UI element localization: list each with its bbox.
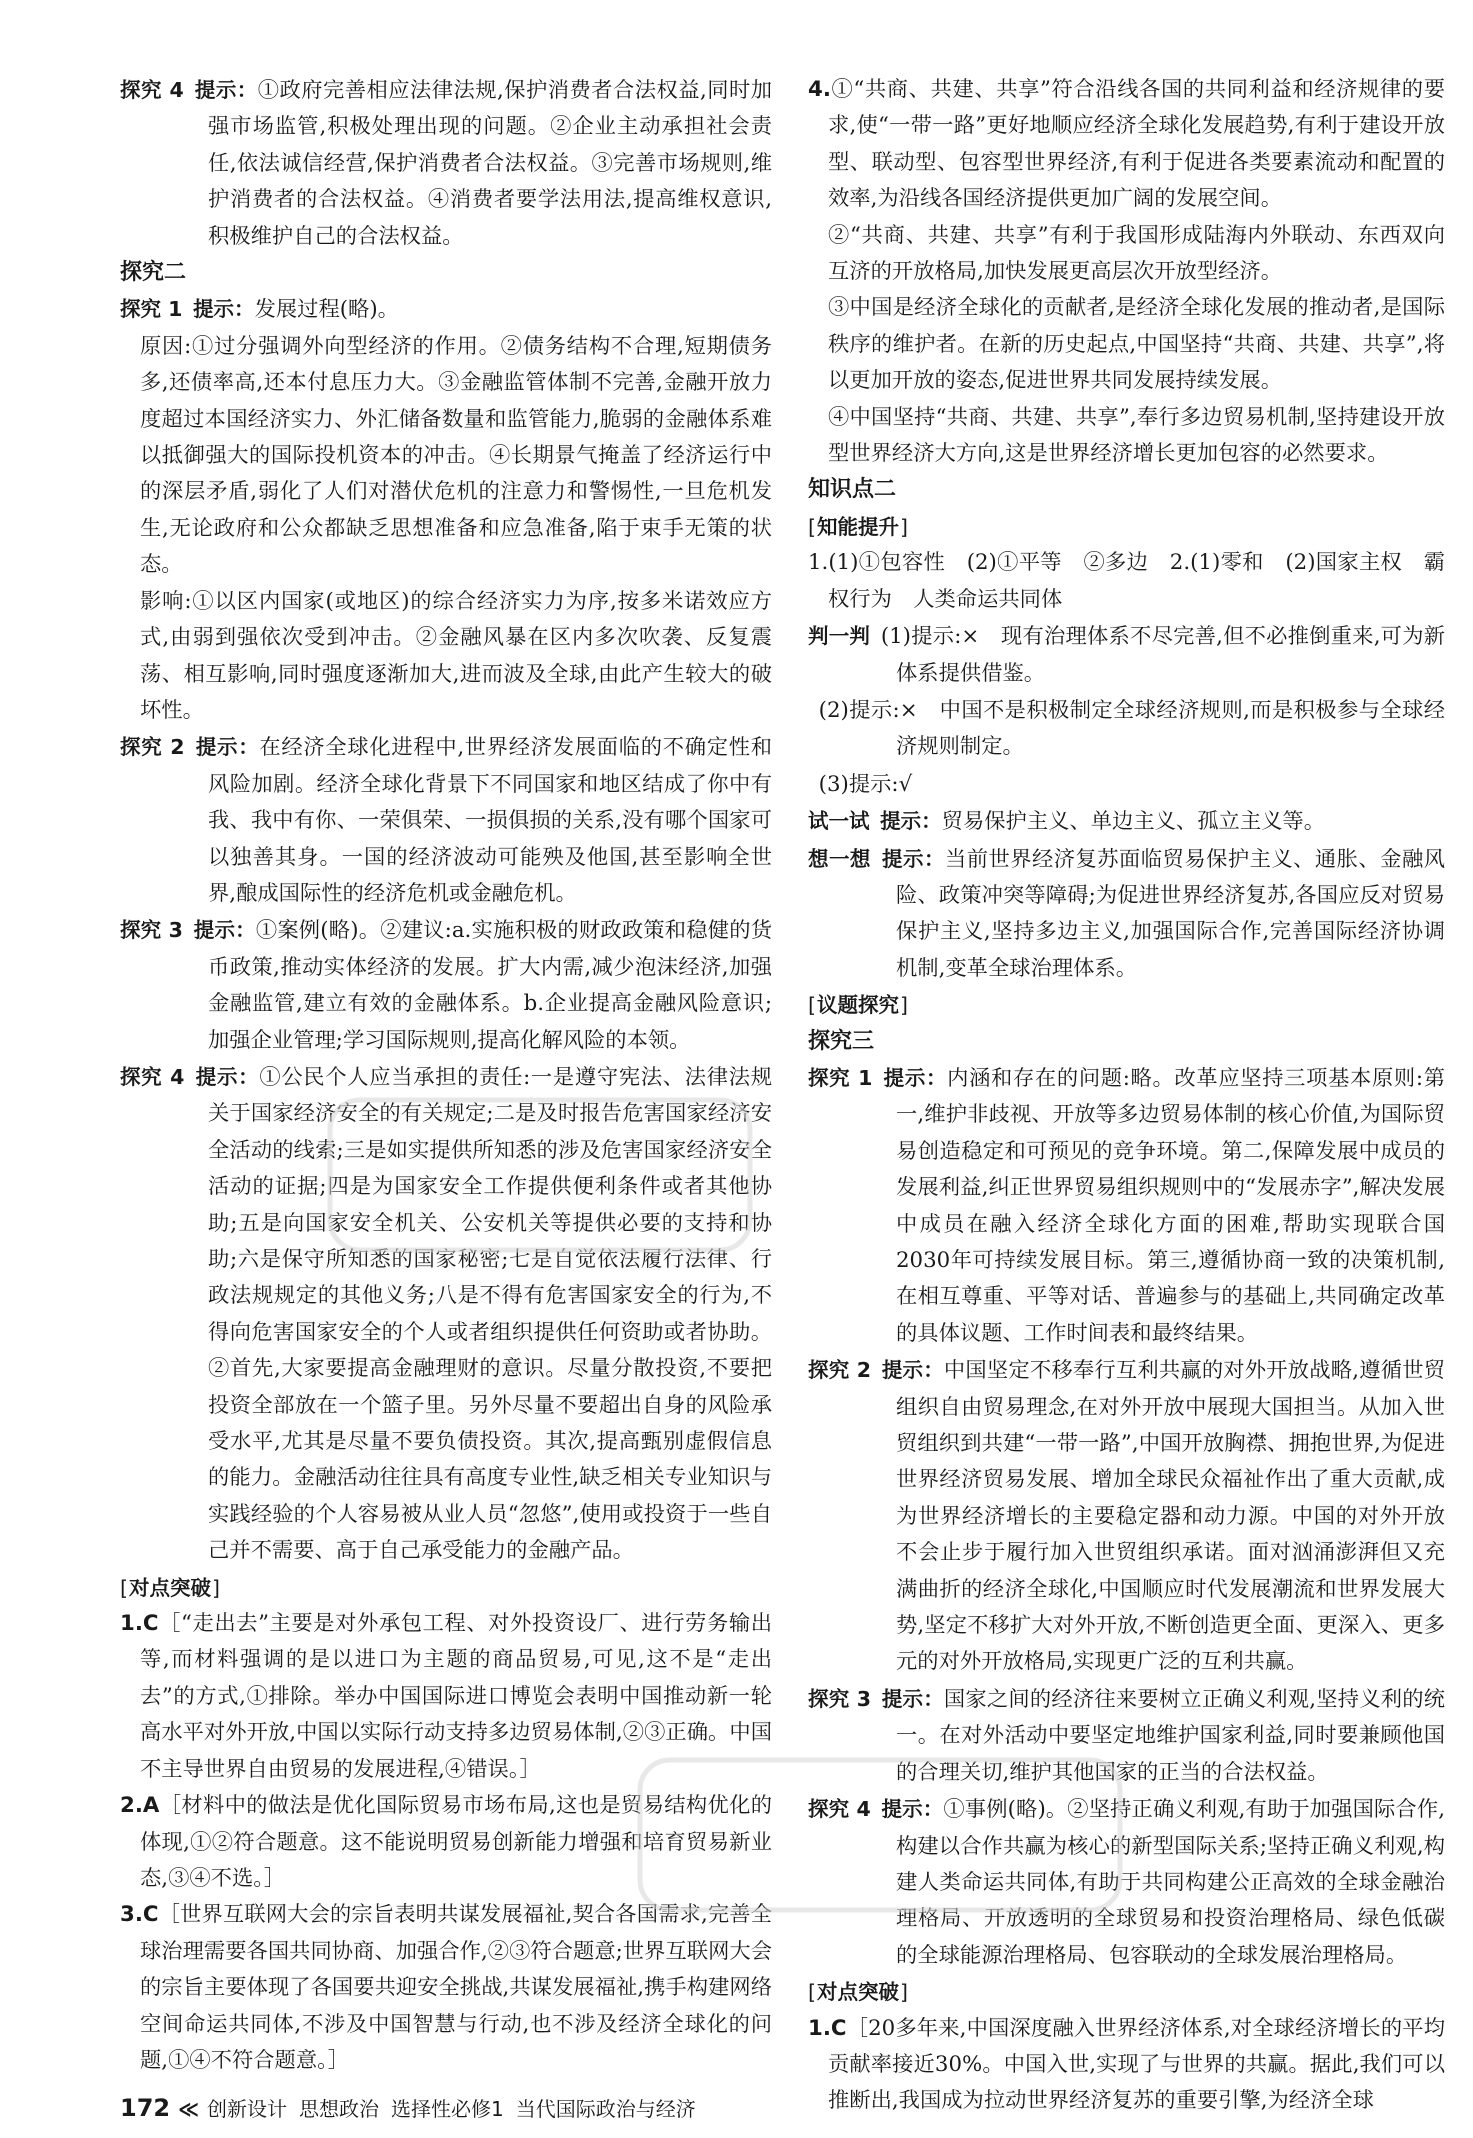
- entry-text: ［20多年来,中国深度融入世界经济体系,对全球经济增长的平均贡献率接近30%。中国入世,实现了与世界的共赢。据此,我们可以推断出,我国成为拉动世界经济复苏的重要引擎,为经济全球: [828, 2015, 1445, 2114]
- bracket-heading: [ 知能提升 ]: [808, 509, 1445, 545]
- entry-text: ［材料中的做法是优化国际贸易市场布局,这也是贸易结构优化的体现,①②符合题意。这不能说明贸易创新能力增强和培育贸易新业态,③④不选。］: [140, 1793, 772, 1891]
- answer-number: 2.A: [120, 1793, 160, 1819]
- page-number: 172: [120, 2094, 171, 2122]
- entry-text: 原因:①过分强调外向型经济的作用。②债务结构不合理,短期债务多,还债率高,还本付息压力大。③金融监管体制不完善,金融开放力度超过本国经济实力、外汇储备数量和监管能力,脆弱的金融体系难以抵御强大的国际投机资本的冲击。④长期景气掩盖了经济运行中的深层矛盾,弱化了人们对潜伏危机的注意力和警惕性,一旦危机发生,无论政府和公众都缺乏思想准备和应急准备,陷于束手无策的状态。: [140, 333, 772, 578]
- entry-text: (3)提示:√: [818, 771, 913, 797]
- bracket-heading: [ 议题探究 ]: [808, 987, 1445, 1023]
- footer-book: 创新设计: [207, 2097, 288, 2121]
- entry-text: ②“共商、共建、共享”有利于我国形成陆海内外联动、东西双向互济的开放格局,加快发展更高层次开放型经济。: [828, 222, 1445, 285]
- entry-text: 影响:①以区内国家(或地区)的综合经济实力为序,按多米诺效应方式,由弱到强依次受到冲击。②金融风暴在区内多次吹袭、反复震荡、相互影响,同时强度逐渐加大,进而波及全球,由此产生较大的破坏性。: [140, 588, 772, 723]
- bracket-heading: [ 对点突破 ]: [120, 1570, 772, 1606]
- entry-text: (1)提示:× 现有治理体系不尽完善,但不必推倒重来,可为新体系提供借鉴。: [880, 624, 1446, 686]
- answer-number: 1.C: [808, 2015, 847, 2041]
- entry-text: ④中国坚持“共商、共建、共享”,奉行多边贸易机制,坚持建设开放型世界经济大方向,这是世界经济增长更加包容的必然要求。: [828, 404, 1445, 467]
- entry-text: 在经济全球化进程中,世界经济发展面临的不确定性和风险加剧。经济全球化背景下不同国家和地区结成了你中有我、我中有你、一荣俱荣、一损俱损的关系,没有哪个国家可以独善其身。一国的经济波动可能殃及他国,甚至影响全世界,酿成国际性的经济危机或金融危机。: [208, 735, 772, 906]
- hint-keyword: 提示：: [881, 846, 945, 871]
- footer-title: 当代国际政治与经济: [515, 2097, 696, 2121]
- footer-subject: 思想政治: [299, 2097, 380, 2121]
- entry-label: 探究 2: [808, 1358, 871, 1383]
- entry-text: (2)提示:× 中国不是积极制定全球经济规则,而是积极参与全球经济规则制定。: [818, 697, 1445, 760]
- entry-label: 探究 1: [120, 297, 183, 322]
- entry-text: 内涵和存在的问题:略。改革应坚持三项基本原则:第一,维护非歧视、开放等多边贸易体制的核心价值,为国际贸易创造稳定和可预见的竞争环境。第二,保障发展中成员的发展利益,纠正世界贸易组织规则中的“发展赤字”,解决发展中成员在融入经济全球化方面的困难,帮助实现联合国2030年可持续发展目标。第三,遵循协商一致的决策机制,在相互尊重、平等对话、普遍参与的基础上,共同确定改革的具体议题、工作时间表和最终结果。: [896, 1065, 1445, 1346]
- hint-keyword: 提示：: [881, 1686, 944, 1711]
- entry-text: 中国坚定不移奉行互利共赢的对外开放战略,遵循世贸组织自由贸易理念,在对外开放中展现大国担当。从加入世贸组织到共建“一带一路”,中国开放胸襟、拥抱世界,为促进世界经济贸易发展、增加全球民众福祉作出了重大贡献,成为世界经济增长的主要稳定器和动力源。中国的对外开放不会止步于履行加入世贸组织承诺。面对汹涌澎湃但又充满曲折的经济全球化,中国顺应时代发展潮流和世界发展大势,坚定不移扩大对外开放,不断创造更全面、更深入、更多元的对外开放格局,实现更广泛的互利共赢。: [896, 1358, 1445, 1675]
- footer-volume: 选择性必修1: [391, 2097, 504, 2121]
- entry-text: ①案例(略)。②建议:a.实施积极的财政政策和稳健的货币政策,推动实体经济的发展。扩大内需,减少泡沫经济,加强金融监管,建立有效的金融体系。b.企业提高金融风险意识;加强企业管理;学习国际规则,提高化解风险的本领。: [208, 918, 773, 1053]
- text-entry: [120, 1788, 772, 1897]
- entry-label: 探究 4: [120, 78, 184, 102]
- entry-text: 1.(1)①包容性 (2)①平等 ②多边 2.(1)零和 (2)国家主权 霸权行为 人类命运共同体: [808, 550, 1445, 612]
- hint-keyword: 提示：: [195, 1064, 260, 1089]
- text-entry: [808, 766, 1445, 803]
- hint-keyword: 提示：: [193, 918, 256, 943]
- text-entry: [120, 1897, 772, 2079]
- text-entry: [120, 1606, 772, 1788]
- text-entry: [808, 72, 1445, 218]
- entry-text: 国家之间的经济往来要树立正确义利观,坚持义利的统一。在对外活动中要坚定地维护国家利益,同时要兼顾他国的合理关切,维护其他国家的正当的合法权益。: [896, 1686, 1445, 1785]
- text-entry: [808, 545, 1445, 618]
- entry-label: 判一判: [808, 624, 871, 649]
- section-heading: 知识点二: [808, 477, 897, 503]
- text-entry: [808, 692, 1445, 766]
- entry-text: ［世界互联网大会的宗旨表明共谋发展福祉,契合各国需求,完善全球治理需要各国共同协商、加强合作,②③符合题意;世界互联网大会的宗旨主要体现了各国要共迎安全挑战,共谋发展福祉,携手构建网络空间命运共同体,不涉及中国智慧与行动,也不涉及经济全球化的问题,①④不符合题意。］: [140, 1902, 772, 2073]
- entry-text: ①公民个人应当承担的责任:一是遵守宪法、法律法规关于国家经济安全的有关规定;二是及时报告危害国家经济安全活动的线索;三是如实提供所知悉的涉及危害国家经济安全活动的证据;四是为国家安全工作提供便利条件或者其他协助;五是向国家安全机关、公安机关等提供必要的支持和协助;六是保守所知悉的国家秘密;七是自觉依法履行法律、行政法规规定的其他义务;八是不得有危害国家安全的行为,不得向危害国家安全的个人或者组织提供任何资助或者协助。②首先,大家要提高金融理财的意识。尽量分散投资,不要把投资全部放在一个篮子里。另外尽量不要超出自身的风险承受水平,尤其是尽量不要负债投资。其次,提高甄别虚假信息的能力。金融活动往往具有高度专业性,缺乏相关专业知识与实践经验的个人容易被从业人员“忽悠”,使用或投资于一些自己并不需要、高于自己承受能力的金融产品。: [208, 1064, 773, 1564]
- page-footer: [120, 2093, 708, 2122]
- section-heading: 探究三: [808, 1028, 875, 1054]
- text-entry: [808, 618, 1445, 692]
- chevron-left-icon: ≪: [178, 2097, 200, 2121]
- entry-label: 探究 4: [808, 1797, 871, 1822]
- entry-text: ①“共商、共建、共享”符合沿线各国的共同利益和经济规律的要求,使“一带一路”更好地顺应经济全球化发展趋势,有利于建设开放型、联动型、包容型世界经济,有利于促进各类要素流动和配置的效率,为沿线各国经济提供更加广阔的发展空间。: [828, 77, 1445, 212]
- text-entry: [808, 2011, 1445, 2120]
- text-entry: [808, 218, 1445, 291]
- section-heading: 探究二: [120, 260, 187, 286]
- text-entry: [808, 1352, 1445, 1681]
- entry-label: 探究 4: [120, 1064, 185, 1089]
- entry-text: 发展过程(略)。: [254, 297, 399, 323]
- entry-label: 探究 3: [120, 918, 183, 943]
- text-entry: [120, 72, 772, 255]
- entry-text: ③中国是经济全球化的贡献者,是经济全球化发展的推动者,是国际秩序的维护者。在新的历史起点,中国坚持“共商、共建、共享”,将以更加开放的姿态,促进世界共同发展持续发展。: [828, 295, 1445, 394]
- hint-keyword: 提示：: [194, 78, 258, 102]
- answer-number: 4.: [808, 77, 831, 102]
- text-entry: [808, 841, 1445, 988]
- entry-text: ［“走出去”主要是对外承包工程、对外投资设厂、进行劳务输出等,而材料强调的是以进口为主题的商品贸易,可见,这不是“走出去”的方式,①排除。举办中国国际进口博览会表明中国推动新一轮高水平对外开放,中国以实际行动支持多边贸易体制,②③正确。中国不主导世界自由贸易的发展进程,④错误。］: [140, 1611, 772, 1782]
- text-entry: [808, 1060, 1445, 1352]
- hint-keyword: 提示：: [881, 1358, 944, 1383]
- text-entry: [120, 1059, 772, 1570]
- text-entry: [120, 291, 772, 328]
- text-entry: [808, 1681, 1445, 1791]
- right-column: [808, 72, 1445, 2120]
- text-entry: [120, 912, 772, 1059]
- entry-text: ①事例(略)。②坚持正确义利观,有助于加强国际合作,构建以合作共赢为核心的新型国际关系;坚持正确义利观,构建人类命运共同体,有助于共同构建公正高效的全球金融治理格局、开放透明的全球贸易和投资治理格局、绿色低碳的全球能源治理格局、包容联动的全球发展治理格局。: [896, 1797, 1445, 1968]
- entry-label: 试一试: [808, 809, 870, 834]
- text-entry: [808, 1791, 1445, 1974]
- text-entry: [120, 729, 772, 912]
- text-entry: [808, 400, 1445, 473]
- left-column: [120, 72, 772, 2079]
- text-entry: [120, 584, 772, 730]
- hint-keyword: 提示：: [883, 1065, 948, 1090]
- hint-keyword: 提示：: [193, 297, 255, 322]
- entry-text: 贸易保护主义、单边主义、孤立主义等。: [941, 809, 1326, 835]
- answer-number: 1.C: [120, 1611, 159, 1637]
- hint-keyword: 提示：: [195, 735, 260, 760]
- entry-label: 探究 3: [808, 1686, 871, 1711]
- hint-keyword: 提示：: [880, 809, 942, 834]
- text-entry: [808, 803, 1445, 840]
- bracket-heading: [ 对点突破 ]: [808, 1974, 1445, 2010]
- entry-label: 想一想: [808, 846, 871, 871]
- entry-label: 探究 1: [808, 1065, 873, 1090]
- text-entry: [808, 290, 1445, 399]
- hint-keyword: 提示：: [881, 1797, 944, 1822]
- entry-label: 探究 2: [120, 735, 185, 760]
- answer-number: 3.C: [120, 1902, 159, 1928]
- entry-text: 当前世界经济复苏面临贸易保护主义、通胀、金融风险、政策冲突等障碍;为促进世界经济复苏,各国应反对贸易保护主义,坚持多边主义,加强国际合作,完善国际经济协调机制,变革全球治理体系。: [896, 846, 1446, 981]
- entry-text: ①政府完善相应法律法规,保护消费者合法权益,同时加强市场监管,积极处理出现的问题。②企业主动承担社会责任,依法诚信经营,保护消费者合法权益。③完善市场规则,维护消费者的合法权益。④消费者要学法用法,提高维权意识,积极维护自己的合法权益。: [208, 78, 773, 249]
- text-entry: [120, 329, 772, 584]
